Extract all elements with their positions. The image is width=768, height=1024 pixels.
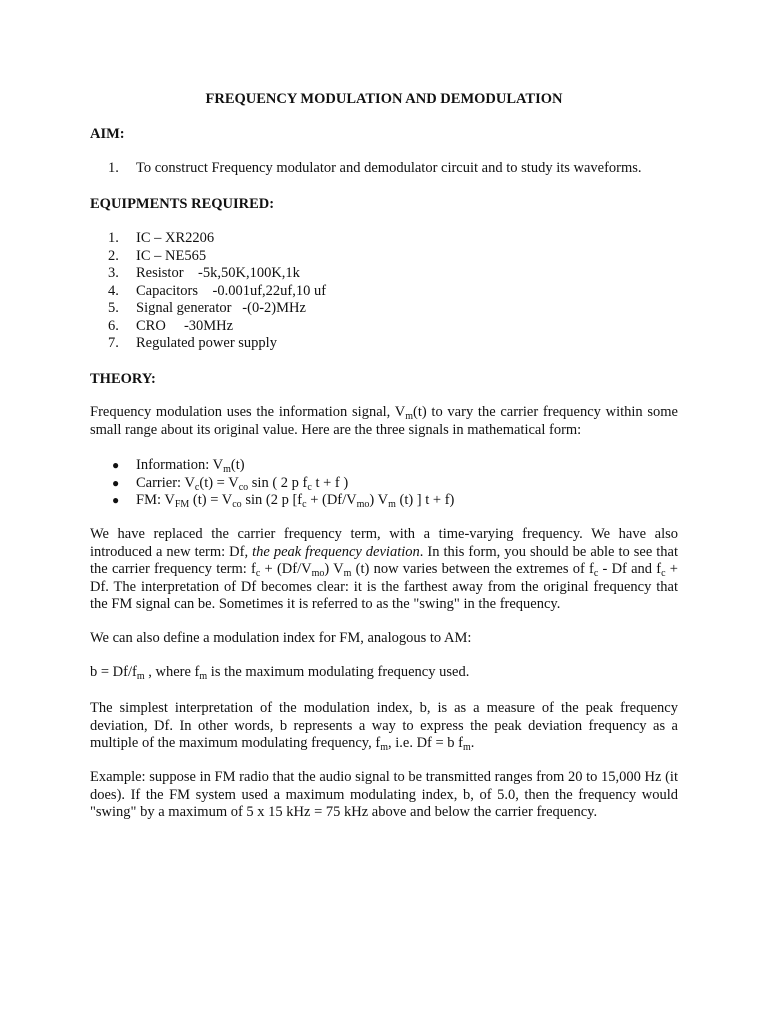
- theory-paragraph-2: We have replaced the carrier frequency term, with a time-varying frequency. We have also introduced a new term: Df, the peak frequency deviation. In this form, you should be able to see that the carrier frequency term: $f_c + (Df/V_{mo})$ $V_m$ (t) now varies between the extremes of $f_c$ - Df and $f_c + Df$. The interpretation of Df becomes clear: it is the farthest away from the original frequency that the FM signal can be. Sometimes it is referred to as the "swing" in the frequency.: [90, 526, 678, 612]
- list-item: 6. CRO -30MHz: [108, 317, 234, 334]
- list-item: 7. Regulated power supply: [108, 335, 277, 351]
- theory-paragraph-3: We can also define a modulation index for FM, analogous to AM:: [90, 630, 472, 646]
- signal-bullets: [112, 457, 454, 510]
- list-item: ● Carrier: $V_c(t) = V_{co}$ sin ( 2 p $f_c$ t + f ): [112, 474, 349, 493]
- theory-heading: THEORY:: [90, 371, 156, 387]
- list-item: 2. IC – NE565: [108, 247, 207, 264]
- equipments-list: [108, 230, 326, 353]
- aim-heading: AIM:: [90, 126, 125, 142]
- list-item: 3. Resistor -5k,50K,100K,1k: [108, 265, 300, 281]
- aim-list: [108, 160, 642, 178]
- modulation-index-formula: $b = Df/f_m$ , where $f_m$ is the maximum modulating frequency used.: [90, 664, 470, 682]
- list-item: 5. Signal generator -(0-2)MHz: [108, 300, 306, 316]
- list-item: ● FM: $V_{FM}$ $(t) = V_{co}$ sin (2 p [$f_c + (Df/V_{mo})$ $V_m$ (t) ] t + f): [112, 492, 455, 510]
- document-title: FREQUENCY MODULATION AND DEMODULATION: [205, 91, 563, 107]
- equipments-heading: EQUIPMENTS REQUIRED:: [90, 196, 275, 212]
- theory-paragraph-1: Frequency modulation uses the information signal, $V_m(t)$ to vary the carrier frequency within some small range about its original value. Here are the three signals in mathematical form:: [90, 404, 678, 438]
- bullet-icon: ●: [112, 475, 120, 490]
- list-item: 1. To construct Frequency modulator and demodulator circuit and to study its waveforms.: [108, 160, 642, 176]
- list-item: 4. Capacitors -0.001uf,22uf,10 uf: [108, 282, 327, 299]
- list-item: ● Information: $V_m(t)$: [112, 457, 245, 475]
- bullet-icon: ●: [112, 458, 120, 472]
- example-paragraph: Example: suppose in FM radio that the audio signal to be transmitted ranges from 20 to 15,000 Hz (it does). If the FM system used a maximum modulating index, b, of 5.0, then the frequency would "swing" by a maximum of 5 x 15 kHz = 75 kHz above and below the carrier frequency.: [90, 769, 678, 820]
- list-item: 1. IC – XR2206: [108, 230, 215, 246]
- theory-paragraph-5: The simplest interpretation of the modulation index, b, is as a measure of the peak frequency deviation, Df. In other words, b represents a way to express the peak deviation frequency as a multiple of the maximum modulating frequency, $f_m$, i.e. Df = b $f_m$.: [90, 700, 678, 753]
- bullet-icon: ●: [112, 493, 120, 507]
